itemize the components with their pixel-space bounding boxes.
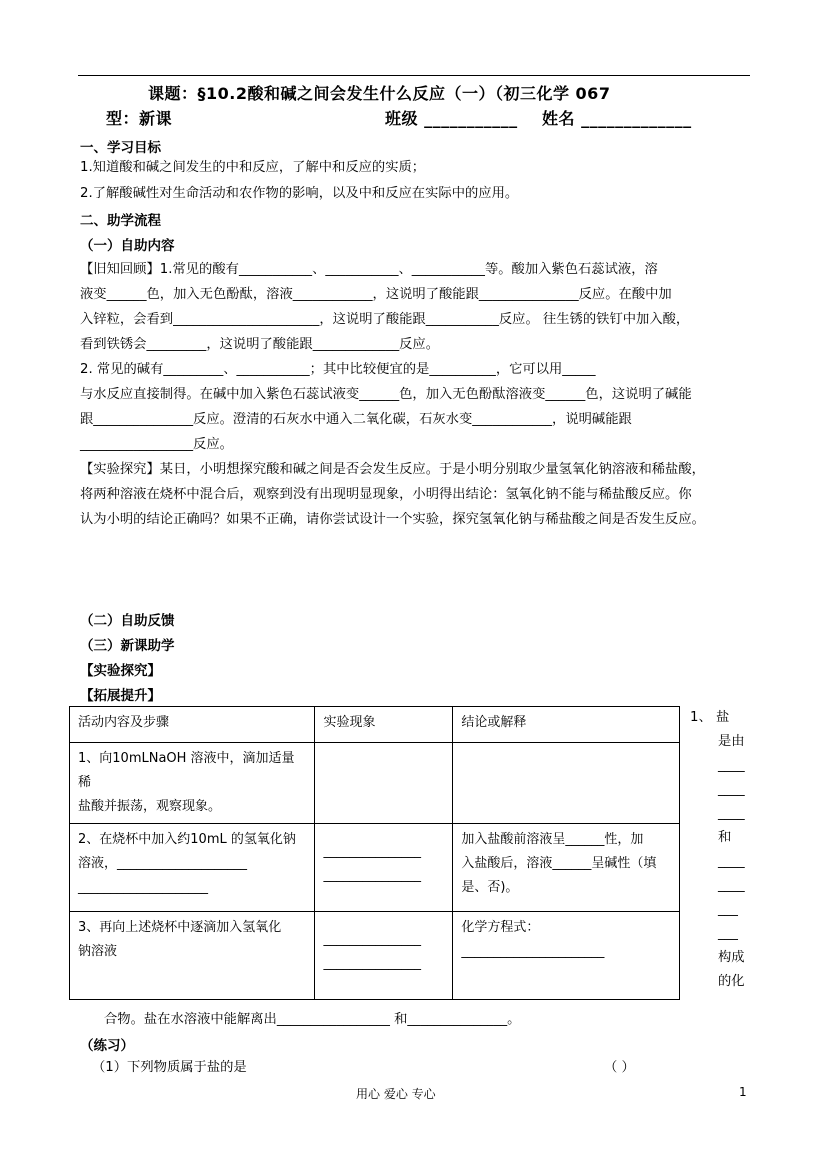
review-line-6: 与水反应直接制得。在碱中加入紫色石蕊试液变______色，加入无色酚酞溶液变______色，这说明了碱能 bbox=[80, 387, 692, 402]
top-rule bbox=[78, 75, 750, 76]
inquiry-line-1: 【实验探究】某日，小明想探究酸和碱之间是否会发生反应。于是小明分别取少量氢氧化钠溶液和稀盐酸， bbox=[80, 462, 705, 477]
section-process-heading: 二、助学流程 bbox=[80, 213, 161, 229]
answer-parentheses: （ ） bbox=[604, 1060, 635, 1075]
review-line-5: 2. 常见的碱有_________、___________；其中比较便宜的是__________，它可以用_____ bbox=[80, 362, 596, 377]
footer-motto: 用心 爱心 专心 bbox=[356, 1087, 436, 1101]
page-number: 1 bbox=[739, 1085, 747, 1099]
salt-definition-side: 1、 盐 是由 ____ ____ ____ 和 ____ ____ ___ ___ 构成 的化 bbox=[690, 710, 745, 989]
header-conclusion: 结论或解释 bbox=[453, 707, 680, 743]
row3-step: 3、再向上述烧杯中逐滴加入氢氧化 钠溶液 bbox=[70, 912, 315, 1000]
name-field: 姓名 _____________ bbox=[542, 109, 692, 128]
subsection-feedback: （二）自助反馈 bbox=[80, 613, 175, 629]
subsection-self-content: （一）自助内容 bbox=[80, 238, 175, 254]
lesson-type: 型：新课 bbox=[106, 109, 173, 128]
lesson-title: 课题：§10.2酸和碱之间会发生什么反应（一）（初三化学 067 bbox=[148, 84, 611, 103]
review-line-7: 跟_______________反应。澄清的石灰水中通入二氧化碳，石灰水变____________，说明碱能跟 bbox=[80, 412, 632, 427]
review-line-3: 入锌粒，会看到______________________，这说明了酸能跟___________反应。 往生锈的铁钉中加入酸， bbox=[80, 312, 690, 327]
row3-conclusion: 化学方程式： ______________________ bbox=[453, 912, 680, 1000]
row2-phenomenon: _______________ _______________ bbox=[315, 824, 453, 912]
subsection-new-lesson: （三）新课助学 bbox=[80, 638, 175, 654]
row2-conclusion: 加入盐酸前溶液呈______性，加 入盐酸后，溶液______呈碱性（填 是、否)。 bbox=[453, 824, 680, 912]
experiment-heading: 【实验探究】 bbox=[80, 663, 161, 679]
row3-phenomenon: _______________ _______________ bbox=[315, 912, 453, 1000]
salt-sentence: 合物。盐在水溶液中能解离出_________________ 和_______________。 bbox=[104, 1012, 521, 1027]
question-1: （1）下列物质属于盐的是 bbox=[92, 1060, 247, 1075]
header-phenomenon: 实验现象 bbox=[315, 707, 453, 743]
review-line-4: 看到铁锈会_________，这说明了酸能跟_____________反应。 bbox=[80, 337, 440, 352]
experiment-table bbox=[69, 706, 680, 1000]
review-line-2: 液变______色，加入无色酚酞，溶液____________，这说明了酸能跟_______________反应。在酸中加 bbox=[80, 287, 672, 302]
extension-heading: 【拓展提升】 bbox=[80, 688, 161, 704]
row2-step: 2、在烧杯中加入约10mL 的氢氧化钠 溶液，____________________ ____________________ bbox=[70, 824, 315, 912]
review-line-1: 【旧知回顾】1.常见的酸有___________、___________、___________等。酸加入紫色石蕊试液，溶 bbox=[80, 262, 658, 277]
inquiry-line-2: 将两种溶液在烧杯中混合后，观察到没有出现明显现象，小明得出结论：氢氧化钠不能与稀盐酸反应。你 bbox=[80, 487, 692, 502]
inquiry-line-3: 认为小明的结论正确吗？如果不正确，请你尝试设计一个实验，探究氢氧化钠与稀盐酸之间是否发生反应。 bbox=[80, 512, 705, 527]
review-line-8: _________________反应。 bbox=[80, 437, 233, 452]
class-field: 班级 ___________ bbox=[385, 109, 518, 128]
row1-conclusion bbox=[453, 743, 680, 824]
header-steps: 活动内容及步骤 bbox=[70, 707, 315, 743]
practice-heading: （练习） bbox=[80, 1038, 134, 1054]
goal-2: 2.了解酸碱性对生命活动和农作物的影响，以及中和反应在实际中的应用。 bbox=[80, 186, 519, 201]
row1-phenomenon bbox=[315, 743, 453, 824]
section-goals-heading: 一、学习目标 bbox=[80, 140, 161, 156]
row1-step: 1、向10mLNaOH 溶液中，滴加适量稀 盐酸并振荡，观察现象。 bbox=[70, 743, 315, 824]
goal-1: 1.知道酸和碱之间发生的中和反应，了解中和反应的实质； bbox=[80, 160, 426, 175]
